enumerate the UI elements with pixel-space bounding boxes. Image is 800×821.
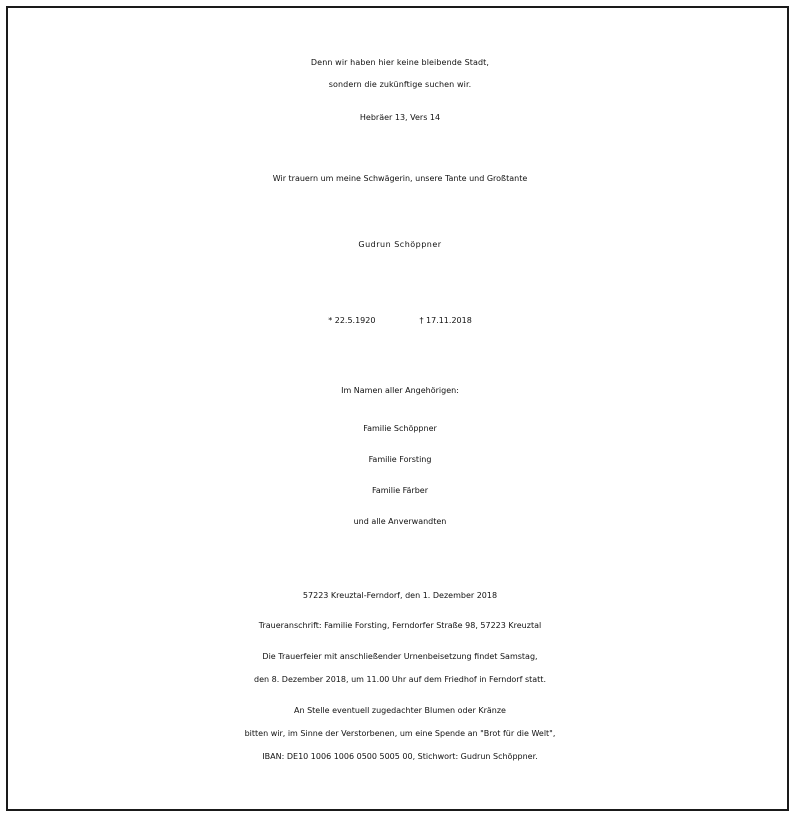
intro-line: Wir trauern um meine Schwägerin, unsere Tante und Großtante [272, 174, 528, 183]
ceremony-line-2: den 8. Dezember 2018, um 11.00 Uhr auf dem Friedhof in Ferndorf statt. [254, 675, 546, 684]
motto-line-1: Denn wir haben hier keine bleibende Stadt, [310, 58, 490, 67]
family-line-2: Familie Forsting [368, 455, 432, 464]
ceremony-line-1: Die Trauerfeier mit anschließender Urnenbeisetzung findet Samstag, [262, 652, 538, 661]
behalf-line: Im Namen aller Angehörigen: [341, 386, 459, 395]
birth-date: * 22.5.1920 [328, 316, 376, 325]
mourning-address: Traueranschrift: Familie Forsting, Ferndorfer Straße 98, 57223 Kreuztal [258, 621, 542, 630]
deceased-name: Gudrun Schöppner [358, 240, 442, 249]
notice-border [6, 6, 789, 811]
donation-line-2: bitten wir, im Sinne der Verstorbenen, um eine Spende an "Brot für die Welt", [244, 729, 556, 738]
life-dates [0, 316, 800, 325]
donation-line-3: IBAN: DE10 1006 1006 0500 5005 00, Stichwort: Gudrun Schöppner. [262, 752, 538, 761]
motto-line-2: sondern die zukünftige suchen wir. [328, 80, 472, 89]
donation-line-1: An Stelle eventuell zugedachter Blumen oder Kränze [294, 706, 506, 715]
family-line-3: Familie Färber [371, 486, 429, 495]
family-line-1: Familie Schöppner [363, 424, 437, 433]
death-date: † 17.11.2018 [419, 316, 472, 325]
family-line-4: und alle Anverwandten [353, 517, 447, 526]
motto-source: Hebräer 13, Vers 14 [359, 113, 441, 122]
place-date: 57223 Kreuztal-Ferndorf, den 1. Dezember 2018 [302, 591, 498, 600]
